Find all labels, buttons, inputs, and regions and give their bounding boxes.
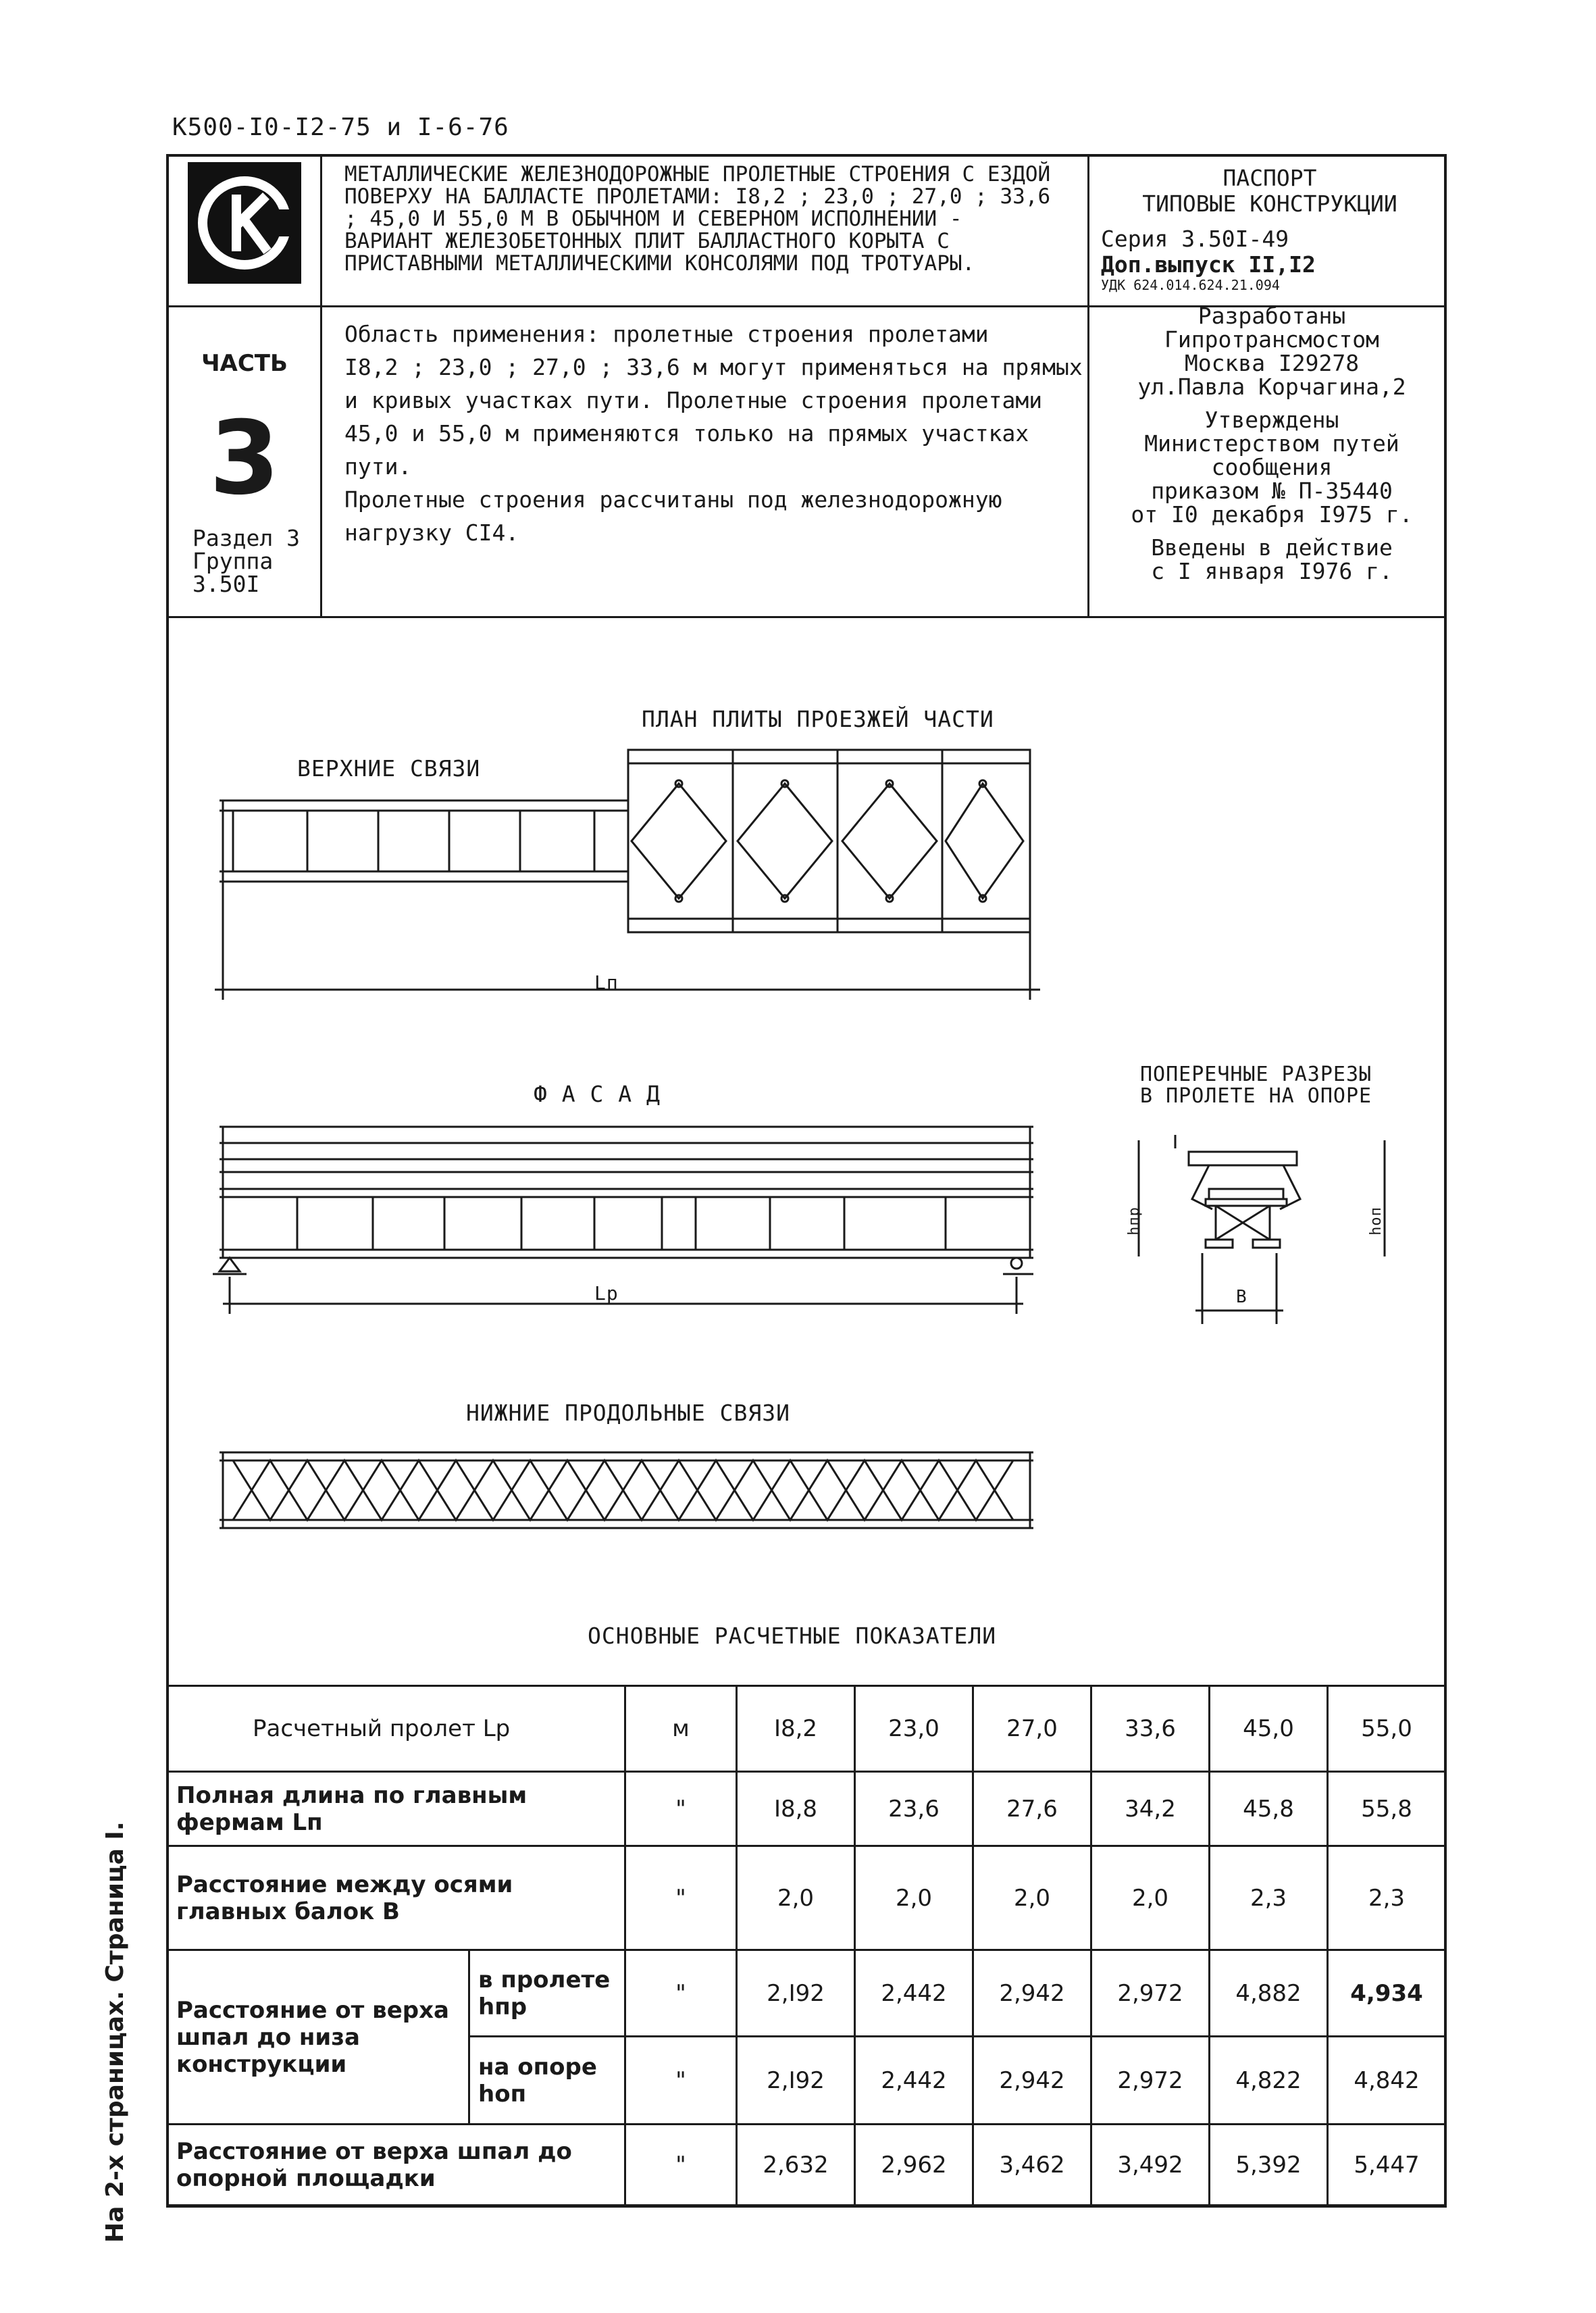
value-cell: 2,I92	[737, 2037, 855, 2125]
approval-line: от I0 декабря I975 г.	[1131, 501, 1413, 528]
application-line: Пролетные строения рассчитаны под железнодорожную	[344, 486, 1002, 513]
value-cell: 23,6	[855, 1772, 973, 1846]
unit-cell: "	[625, 1772, 737, 1846]
value-cell: I8,2	[737, 1686, 855, 1772]
application-line: пути.	[344, 453, 412, 480]
cross-section-title-1: ПОПЕРЕЧНЫЕ РАЗРЕЗЫ	[1140, 1063, 1372, 1086]
value-cell: 2,0	[1091, 1846, 1210, 1950]
row-label: на опоре hоп	[469, 2037, 625, 2125]
unit-cell: м	[625, 1686, 737, 1772]
value-cell: 2,I92	[737, 1950, 855, 2037]
lp-label: Lр	[594, 1282, 619, 1304]
value-cell: 45,8	[1210, 1772, 1328, 1846]
sk-logo-icon	[188, 162, 301, 284]
value-cell: 4,842	[1328, 2037, 1446, 2125]
issue-number: Доп.выпуск II,I2	[1101, 251, 1316, 278]
application-line: нагрузку СI4.	[344, 519, 519, 546]
unit-cell: "	[625, 1846, 737, 1950]
document-title: МЕТАЛЛИЧЕСКИЕ ЖЕЛЕЗНОДОРОЖНЫЕ ПРОЛЕТНЫЕ СТРОЕНИЯ С ЕЗДОЙ ПОВЕРХУ НА БАЛЛАСТЕ ПРОЛЕТАМИ: I8,2 ; 23,0 ; 27,0 ; 33,6 ; 45,0 И 55,0 М В ОБЫЧНОМ И СЕВЕРНОМ ИСПОЛНЕНИИ - ВАРИАНТ ЖЕЛЕЗОБЕТОННЫХ ПЛИТ БАЛЛАСТНОГО КОРЫТА С ПРИСТАВНЫМИ МЕТАЛЛИЧЕСКИМИ КОНСОЛЯМИ ПОД ТРОТУАРЫ.	[344, 162, 1051, 276]
ln-label: Lп	[594, 971, 619, 994]
value-cell: 2,632	[737, 2125, 855, 2206]
udc-code: УДК 624.014.624.21.094	[1101, 277, 1280, 293]
part-block	[169, 350, 320, 517]
section-info	[192, 527, 300, 596]
header-bottom-line	[169, 616, 1447, 618]
table-row	[168, 1772, 1446, 1846]
value-cell: 27,0	[973, 1686, 1091, 1772]
unit-cell: "	[625, 1950, 737, 2037]
passport-block	[1101, 166, 1439, 293]
value-cell: I8,8	[737, 1772, 855, 1846]
approval-line: Москва I29278	[1184, 350, 1360, 376]
value-cell: 34,2	[1091, 1772, 1210, 1846]
approval-line: Гипротрансмостом	[1164, 326, 1379, 353]
value-cell: 4,822	[1210, 2037, 1328, 2125]
value-cell: 45,0	[1210, 1686, 1328, 1772]
page-count-note: На 2-х страницах. Страница I.	[101, 1821, 129, 2243]
unit-cell: "	[625, 2125, 737, 2206]
value-cell: 2,3	[1328, 1846, 1446, 1950]
unit-cell: "	[625, 2037, 737, 2125]
value-cell: 2,942	[973, 2037, 1091, 2125]
value-cell: 55,0	[1328, 1686, 1446, 1772]
value-cell: 2,972	[1091, 1950, 1210, 2037]
approval-line: Введены в действие	[1151, 534, 1393, 561]
bottom-bracing-label: НИЖНИЕ ПРОДОЛЬНЫЕ СВЯЗИ	[466, 1400, 790, 1426]
passport-subheading: ТИПОВЫЕ КОНСТРУКЦИИ	[1142, 190, 1397, 217]
value-cell: 2,972	[1091, 2037, 1210, 2125]
approval-line: приказом № П-35440	[1151, 478, 1393, 504]
approval-line: сообщения	[1211, 454, 1333, 480]
group-label: Группа	[192, 548, 274, 574]
header-right-divider	[1087, 157, 1089, 617]
passport-heading: ПАСПОРТ	[1222, 165, 1317, 191]
value-cell: 33,6	[1091, 1686, 1210, 1772]
series-number: Серия 3.50I-49	[1101, 226, 1289, 252]
table-row	[168, 1950, 1446, 2037]
application-line: Область применения: пролетные строения пролетами	[344, 321, 989, 347]
section-label: Раздел 3	[192, 525, 300, 551]
value-cell: 3,492	[1091, 2125, 1210, 2206]
approval-line: Министерством путей	[1144, 430, 1399, 457]
b-label: В	[1236, 1287, 1247, 1307]
header-left-divider	[320, 157, 322, 617]
part-number: 3	[209, 400, 280, 517]
value-cell: 2,0	[855, 1846, 973, 1950]
logo	[188, 162, 301, 284]
application-text	[344, 317, 1087, 549]
h-op-label: hоп	[1367, 1206, 1385, 1236]
top-bracing-label: ВЕРХНИЕ СВЯЗИ	[297, 755, 481, 782]
value-cell: 2,0	[737, 1846, 855, 1950]
value-cell: 2,3	[1210, 1846, 1328, 1950]
value-cell: 23,0	[855, 1686, 973, 1772]
row-label: в пролете hпр	[469, 1950, 625, 2037]
value-cell: 4,882	[1210, 1950, 1328, 2037]
value-cell: 2,962	[855, 2125, 973, 2206]
row-label: Расчетный пролет Lр	[168, 1686, 625, 1772]
facade-label: Ф А С А Д	[534, 1081, 661, 1107]
approval-line: Утверждены	[1204, 407, 1339, 433]
plan-title: ПЛАН ПЛИТЫ ПРОЕЗЖЕЙ ЧАСТИ	[642, 706, 994, 732]
table-row	[168, 1846, 1446, 1950]
value-cell: 2,442	[855, 2037, 973, 2125]
cross-section-title	[1140, 1064, 1372, 1107]
group-label: Расстояние от верха шпал до низа конструкции	[168, 1950, 469, 2125]
value-cell: 5,447	[1328, 2125, 1446, 2206]
row-label: Расстояние между осями главных балок В	[168, 1846, 625, 1950]
value-cell: 2,942	[973, 1950, 1091, 2037]
parameters-table	[166, 1685, 1447, 2206]
value-cell: 4,934	[1328, 1950, 1446, 2037]
value-cell: 27,6	[973, 1772, 1091, 1846]
value-cell: 55,8	[1328, 1772, 1446, 1846]
approval-block	[1100, 304, 1444, 583]
approval-line: Разработаны	[1198, 303, 1346, 329]
application-line: и кривых участках пути. Пролетные строения пролетами	[344, 387, 1043, 413]
row-label: Расстояние от верха шпал до опорной площадки	[168, 2125, 625, 2206]
approval-line: с I января I976 г.	[1151, 558, 1393, 584]
h-pr-label: hпр	[1125, 1206, 1143, 1236]
group-number: 3.50I	[192, 571, 260, 597]
value-cell: 3,462	[973, 2125, 1091, 2206]
approval-line: ул.Павла Корчагина,2	[1137, 374, 1406, 400]
table-row	[168, 1686, 1446, 1772]
table-row	[168, 2125, 1446, 2206]
table-title: ОСНОВНЫЕ РАСЧЕТНЫЕ ПОКАЗАТЕЛИ	[588, 1623, 997, 1649]
document-reference: К500-I0-I2-75 и I-6-76	[172, 113, 509, 141]
value-cell: 2,0	[973, 1846, 1091, 1950]
application-line: I8,2 ; 23,0 ; 27,0 ; 33,6 м могут применяться на прямых	[344, 354, 1083, 380]
part-label: ЧАСТЬ	[201, 350, 288, 377]
cross-section-title-2: В ПРОЛЕТЕ НА ОПОРЕ	[1140, 1084, 1372, 1108]
value-cell: 2,442	[855, 1950, 973, 2037]
row-label: Полная длина по главным фермам Lп	[168, 1772, 625, 1846]
value-cell: 5,392	[1210, 2125, 1328, 2206]
application-line: 45,0 и 55,0 м применяются только на прямых участках	[344, 420, 1029, 447]
